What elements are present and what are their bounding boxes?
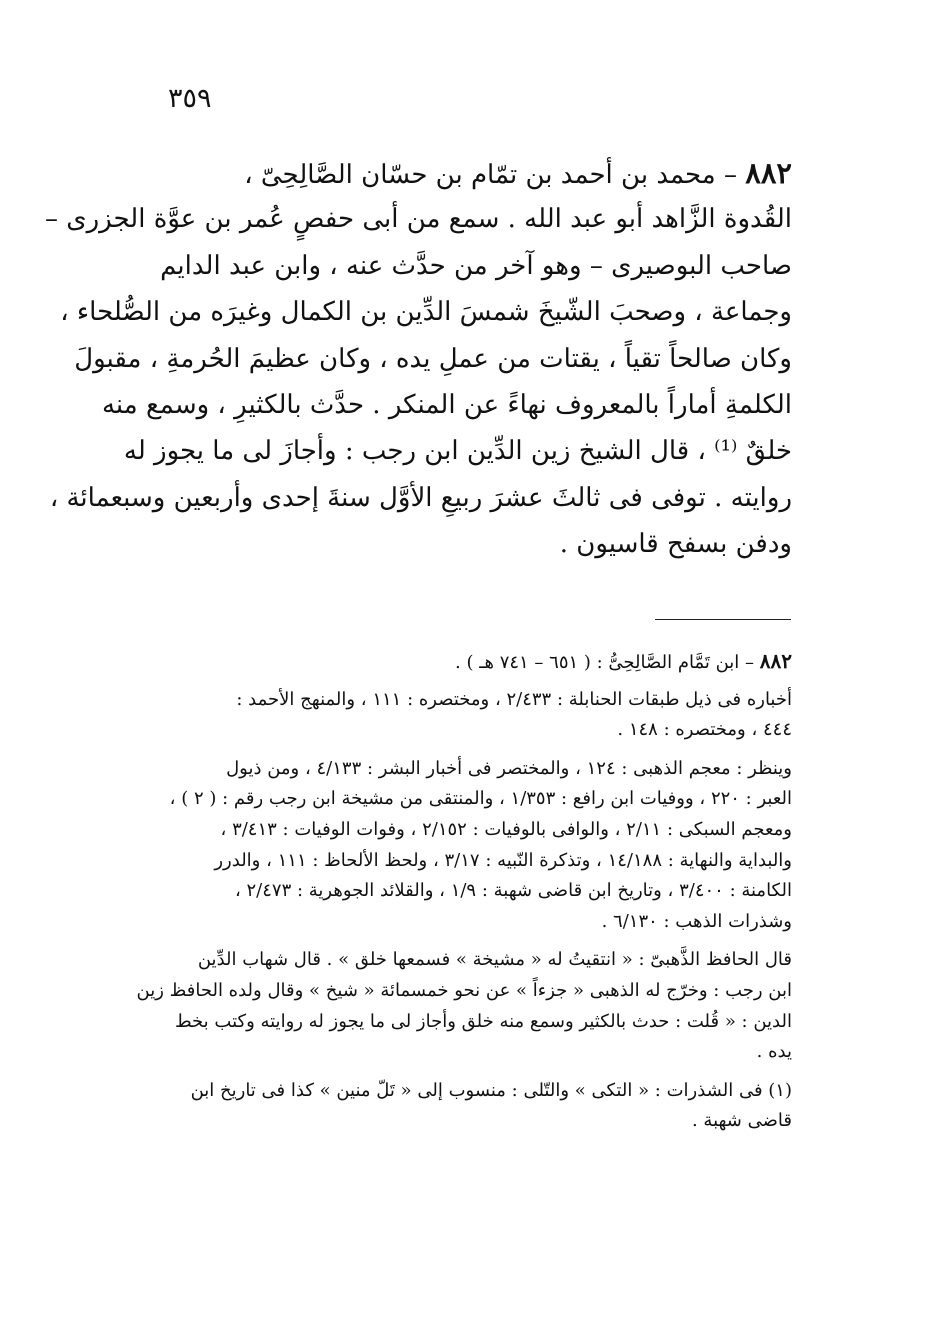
entry-line-4: وجماعة ، وصحبَ الشّيخَ شمسَ الدِّين بن الكمال وغيرَه من الصُّلحاء ،	[60, 297, 792, 328]
see-also-line-4: والبداية والنهاية : ١٤/١٨٨ ، وتذكرة النّبيه : ٣/١٧ ، ولحظ الألحاظ : ١١١ ، والدرر	[214, 849, 792, 871]
footnote-1-line-2: قاضى شهبة .	[691, 1110, 792, 1132]
see-also-line-1: وينظر : معجم الذهبى : ١٢٤ ، والمختصر فى أخبار البشر : ٤/١٣٣ ، ومن ذيول	[226, 757, 792, 779]
footnote-1-line-1: (١) فى الشذرات : « التكى » والتّلى : منسوب إلى « تَلّ منين » كذا فى تاريخ ابن	[190, 1079, 792, 1101]
entry-dash: –	[715, 160, 746, 190]
footnotes	[122, 646, 792, 1137]
entry-number: ٨٨٢	[745, 156, 792, 190]
entry-line-6: الكلمةِ أماراً بالمعروف نهاءً عن المنكر . حدَّث بالكثيرِ ، وسمع منه	[101, 389, 792, 420]
entry-line-2: القُدوة الزَّاهد أبو عبد الله . سمع من أبى حفصٍ عُمر بن عوَّة الجزرى –	[44, 204, 792, 235]
footnote-heading-text: – ابن تَمَّام الصَّالِحِىُّ : ( ٦٥١ – ٧٤١ هـ ) .	[455, 652, 760, 673]
entry-line-1-text: محمد بن أحمد بن تمّام بن حسّان الصَّالِحِىّ ،	[244, 160, 716, 190]
entry-line-3: صاحب البوصيرى – وهو آخر من حدَّث عنه ، وابن عبد الدايم	[160, 250, 792, 281]
entry-line-1	[128, 150, 792, 196]
quote-line-1: قال الحافظ الذَّهبىّ : « انتقيتُ له « مشيخة » فسمعها خلق » . قال شهاب الدِّين	[197, 949, 792, 971]
see-also-line-5: الكامنة : ٣/٤٠٠ ، وتاريخ ابن قاضى شهبة : ١/٩ ، والقلائد الجوهرية : ٢/٤٧٣ ،	[234, 880, 792, 902]
sources-line-2: ٤٤٤ ، ومختصره : ١٤٨ .	[617, 719, 792, 741]
entry-line-7: خلقٌ ⁽¹⁾ ، قال الشيخ زين الدِّين ابن رجب : وأجازَ لى ما يجوز له	[123, 436, 792, 467]
quote-line-3: الدين : « قُلت : حدث بالكثير وسمع منه خلق وأجاز لى ما يجوز له روايته وكتب بخط	[174, 1010, 792, 1032]
footnote-entry-number: ٨٨٢	[759, 649, 792, 673]
footnote-heading	[122, 646, 792, 677]
quote-line-2: ابن رجب : وخرّج له الذهبى « جزءاً » عن نحو خمسمائة « شيخ » وقال ولده الحافظ زين	[136, 979, 792, 1001]
sources-line-1: أخباره فى ذيل طبقات الحنابلة : ٢/٤٣٣ ، ومختصره : ١١١ ، والمنهج الأحمد :	[236, 688, 792, 710]
see-also-line-3: ومعجم السبكى : ٢/١١ ، والوافى بالوفيات : ٢/١٥٢ ، وفوات الوفيات : ٣/٤١٣ ،	[220, 818, 792, 840]
page-number: ٣٥٩	[168, 83, 212, 114]
biography-entry	[44, 150, 792, 568]
entry-line-5: وكان صالحاً تقياً ، يقتات من عملِ يده ، وكان عظيمَ الحُرمةِ ، مقبولَ	[74, 343, 792, 374]
entry-line-9: ودفن بسفح قاسيون .	[559, 529, 792, 560]
footnote-separator	[655, 619, 791, 620]
see-also-line-2: العبر : ٢٢٠ ، ووفيات ابن رافع : ١/٣٥٣ ، والمنتقى من مشيخة ابن رجب رقم : ( ٢ ) ،	[169, 788, 792, 810]
quote-line-4: يده .	[756, 1041, 792, 1063]
see-also-line-6: وشذرات الذهب : ٦/١٣٠ .	[601, 910, 792, 932]
entry-line-8: روايته . توفى فى ثالثَ عشرَ ربيعِ الأوَّل سنةَ إحدى وأربعين وسبعمائة ،	[49, 482, 792, 513]
